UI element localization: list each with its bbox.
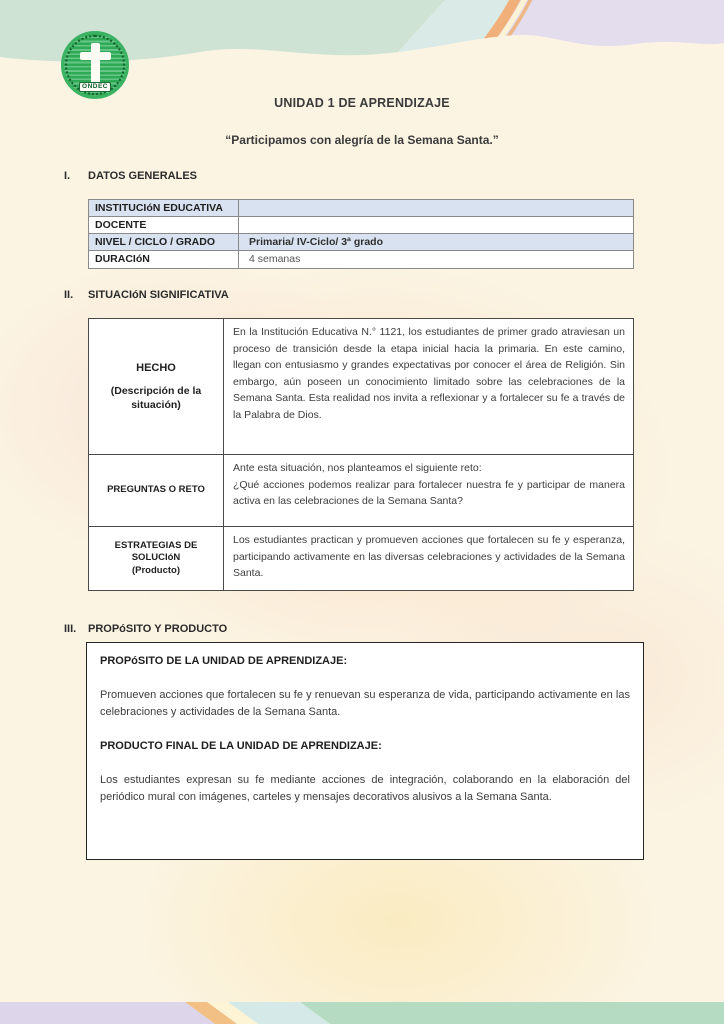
proposito-producto-box <box>86 642 644 860</box>
row-content <box>224 455 633 526</box>
section-number: I. <box>64 170 71 182</box>
row-label-title: HECHO <box>136 361 176 374</box>
section-heading-proposito-producto <box>64 623 227 635</box>
proposito-heading: PROPóSITO DE LA UNIDAD DE APRENDIZAJE: <box>100 655 348 667</box>
table-row-estrategias <box>89 527 633 590</box>
row-label: DOCENTE <box>89 217 239 233</box>
section-number: II. <box>64 289 74 301</box>
section-label: SITUACIóN SIGNIFICATIVA <box>88 289 229 301</box>
table-row <box>89 234 633 251</box>
row-value: 4 semanas <box>249 253 301 265</box>
section-number: III. <box>64 623 77 635</box>
table-situacion-significativa <box>88 318 634 591</box>
row-value: Primaria/ IV-Ciclo/ 3ª grado <box>249 236 384 248</box>
proposito-text: Promueven acciones que fortalecen su fe y renuevan su esperanza de vida, participando activamente en las celebraciones y actividades de la Semana Santa. <box>100 689 630 718</box>
row-content: En la Institución Educativa N.° 1121, los estudiantes de primer grado atraviesan un proceso de transición desde la etapa inicial hacia la primaria. En este camino, llegan con entusiasmo y grandes expectativas por conocer el área de Religión. Sin embargo, aún poseen un conocimiento limitado sobre las celebraciones de la Semana Santa. Esta realidad nos invita a reflexionar y a fortalecer su fe a través de la Palabra de Dios. <box>233 326 625 421</box>
bottom-watercolor-band <box>0 1002 724 1024</box>
row-label <box>89 319 224 454</box>
row-label-sub: (Producto) <box>131 564 181 576</box>
cross-icon <box>80 52 111 60</box>
section-heading-situacion-significativa <box>64 289 229 301</box>
section-heading-datos-generales <box>64 170 197 182</box>
reto-question: ¿Qué acciones podemos realizar para fortalecer nuestra fe y participar de manera activa en las celebraciones de la Semana Santa? <box>233 478 625 507</box>
producto-text: Los estudiantes expresan su fe mediante acciones de integración, colaborando en la elaboración del periódico mural con imágenes, carteles y mensajes decorativos alusivos a la Semana Santa. <box>100 774 630 803</box>
row-label: INSTITUCIóN EDUCATIVA <box>89 200 239 216</box>
row-value <box>239 200 633 216</box>
row-label <box>89 527 224 590</box>
table-datos-generales <box>88 199 634 269</box>
row-value <box>239 217 633 233</box>
table-row-hecho <box>89 319 633 455</box>
ondec-logo-icon <box>61 31 129 99</box>
row-label-sub: (Descripción de la situación) <box>110 384 202 411</box>
row-content: Los estudiantes practican y promueven acciones que fortalecen su fe y esperanza, participando activamente en las diversas celebraciones y actividades de la Semana Santa. <box>233 534 625 579</box>
table-row-preguntas <box>89 455 633 527</box>
row-label: NIVEL / CICLO / GRADO <box>89 234 239 250</box>
section-label: PROPóSITO Y PRODUCTO <box>88 623 228 635</box>
table-row <box>89 200 633 217</box>
row-label <box>89 455 224 526</box>
table-row <box>89 217 633 234</box>
row-label-title: ESTRATEGIAS DE SOLUCIóN <box>114 539 198 564</box>
document-subtitle: “Participamos con alegría de la Semana Santa.” <box>225 133 499 147</box>
row-label: DURACIóN <box>89 251 239 268</box>
logo-label: ONDEC <box>79 82 111 92</box>
table-row <box>89 251 633 268</box>
document-title: UNIDAD 1 DE APRENDIZAJE <box>274 96 450 110</box>
reto-intro: Ante esta situación, nos planteamos el siguiente reto: <box>233 462 482 474</box>
section-label: DATOS GENERALES <box>88 170 197 182</box>
producto-heading: PRODUCTO FINAL DE LA UNIDAD DE APRENDIZAJE: <box>100 740 382 752</box>
row-label-title: PREGUNTAS O RETO <box>107 484 205 496</box>
